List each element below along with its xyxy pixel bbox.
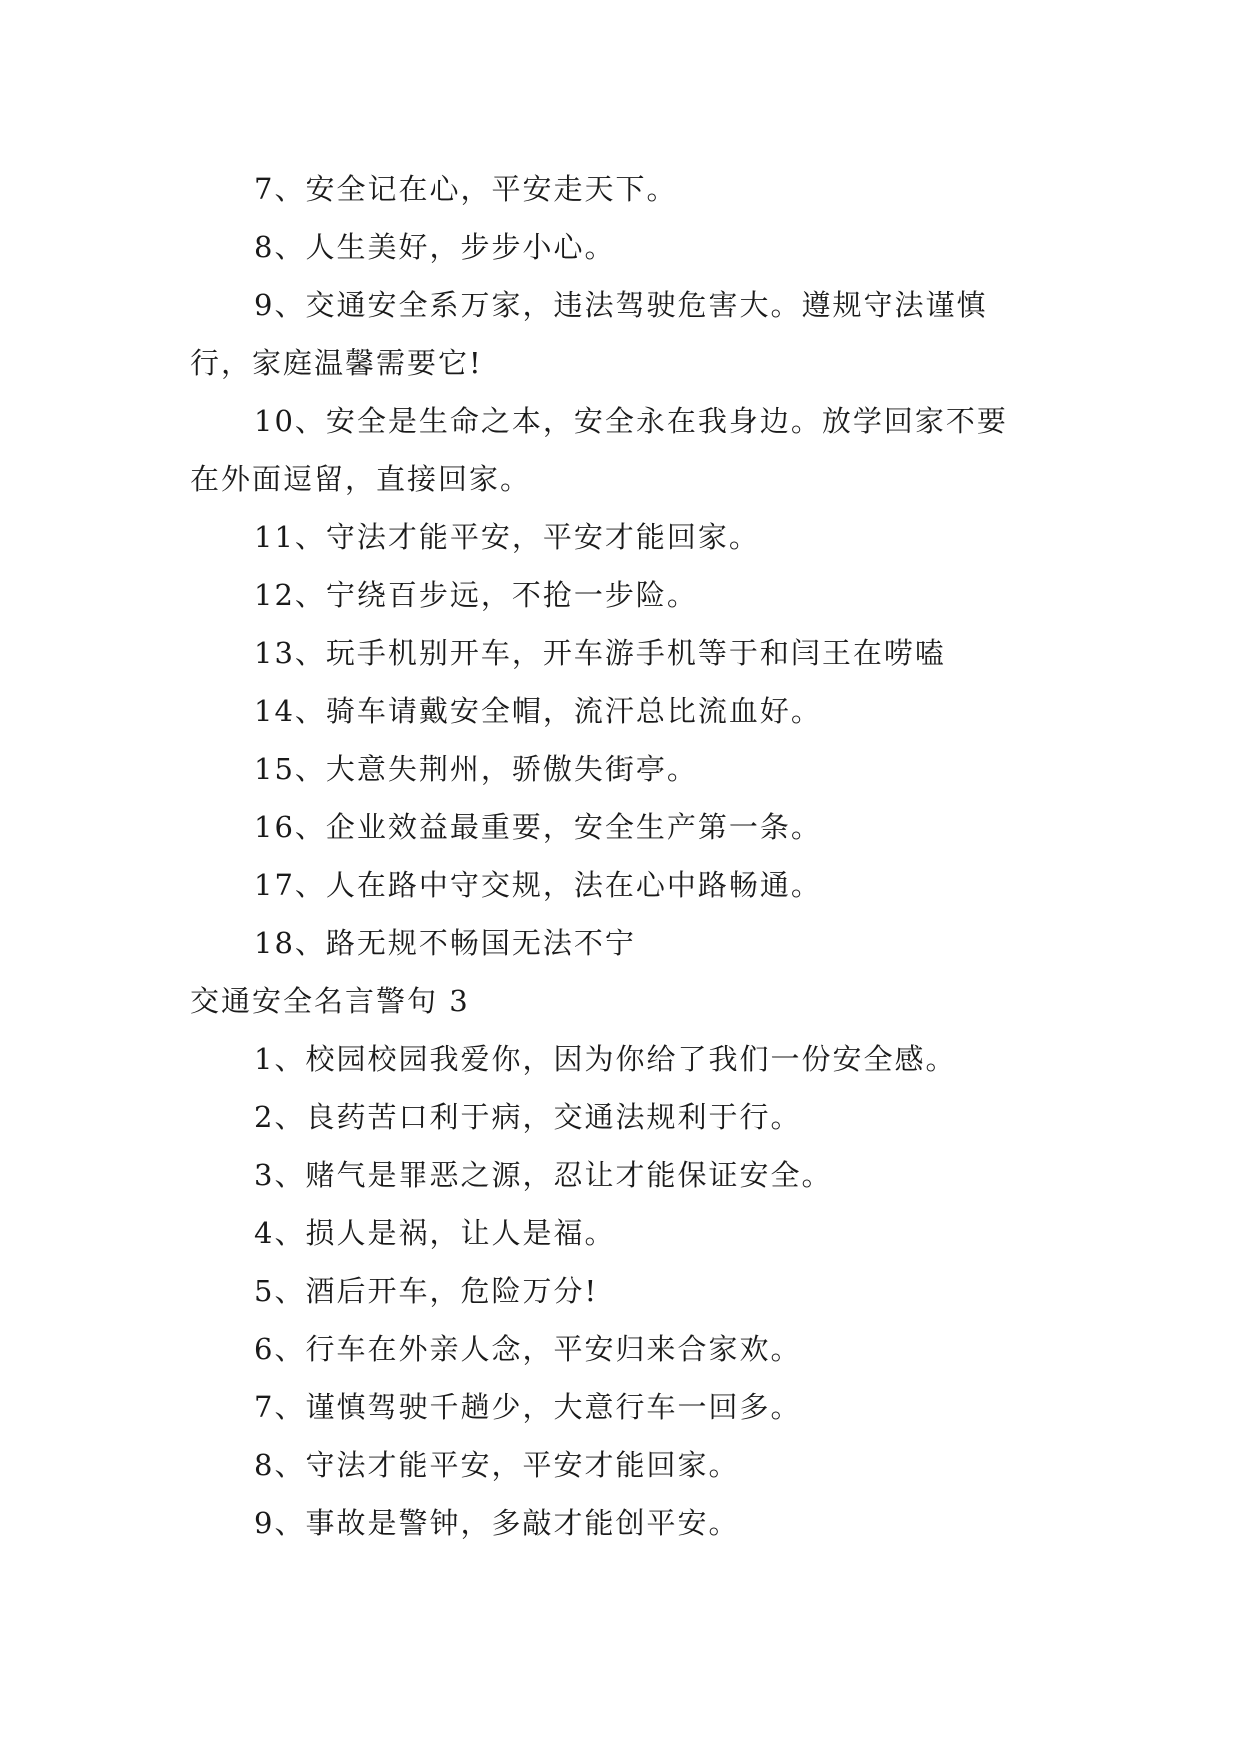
slogan-item: 7、谨慎驾驶千趟少，大意行车一回多。 [254,1390,802,1424]
slogan-item: 8、守法才能平安，平安才能回家。 [254,1448,740,1482]
slogan-item: 9、事故是警钟，多敲才能创平安。 [254,1506,740,1540]
slogan-item-continuation: 行，家庭温馨需要它! [190,346,483,380]
slogan-item: 12、宁绕百步远，不抢一步险。 [254,578,698,612]
slogan-item: 13、玩手机别开车，开车游手机等于和闫王在唠嗑 [254,636,946,670]
slogan-item: 9、交通安全系万家，违法驾驶危害大。遵规守法谨慎 [254,288,988,322]
document-body [190,160,1050,1552]
slogan-item: 17、人在路中守交规，法在心中路畅通。 [254,868,822,902]
slogan-item: 1、校园校园我爱你，因为你给了我们一份安全感。 [254,1042,957,1076]
slogan-item: 4、损人是祸，让人是福。 [254,1216,616,1250]
slogan-item: 10、安全是生命之本，安全永在我身边。放学回家不要 [254,404,1008,438]
slogan-item-continuation: 在外面逗留，直接回家。 [190,462,532,496]
slogan-item: 3、赌气是罪恶之源，忍让才能保证安全。 [254,1158,833,1192]
slogan-item: 11、守法才能平安，平安才能回家。 [254,520,760,554]
slogan-item: 7、安全记在心，平安走天下。 [254,172,678,206]
slogan-item: 14、骑车请戴安全帽，流汗总比流血好。 [254,694,822,728]
slogan-item: 6、行车在外亲人念，平安归来合家欢。 [254,1332,802,1366]
slogan-item: 16、企业效益最重要，安全生产第一条。 [254,810,822,844]
slogan-item: 2、良药苦口利于病，交通法规利于行。 [254,1100,802,1134]
slogan-item: 8、人生美好，步步小心。 [254,230,616,264]
slogan-item: 18、路无规不畅国无法不宁 [254,926,636,960]
section-heading: 交通安全名言警句 3 [190,984,470,1018]
slogan-item: 5、酒后开车，危险万分! [254,1274,599,1308]
slogan-item: 15、大意失荆州，骄傲失街亭。 [254,752,698,786]
